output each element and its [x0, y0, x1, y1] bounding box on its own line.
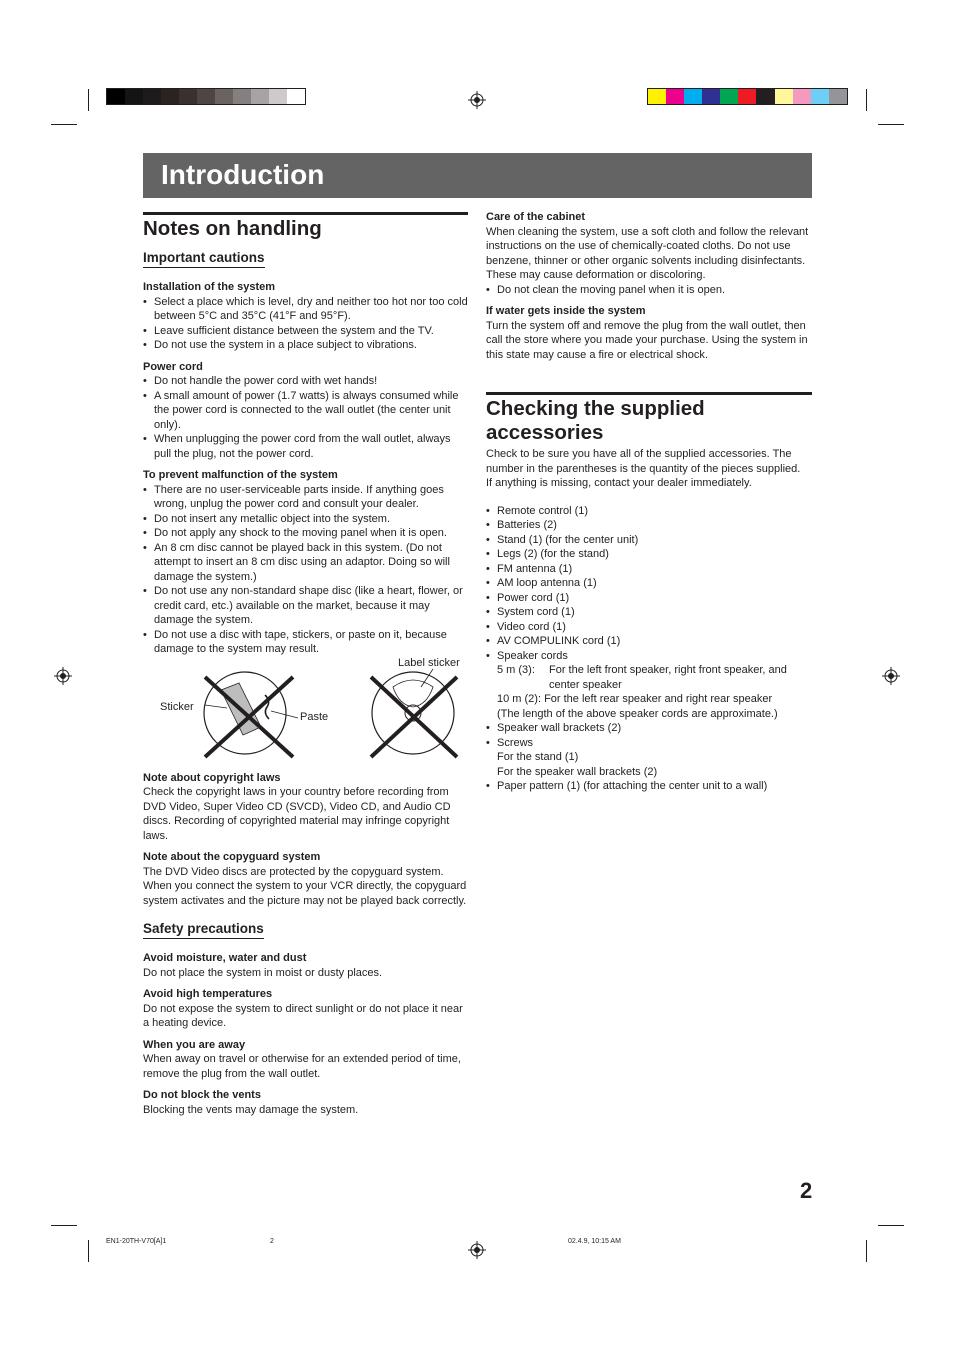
list-item: • AV COMPULINK cord (1)	[486, 634, 812, 649]
list-item: • Select a place which is level, dry and neither too hot nor too cold between 5°C and 35°C (41°F and 95°F).	[143, 295, 468, 324]
color-swatch	[684, 89, 702, 104]
crop-mark	[878, 124, 904, 125]
crop-mark	[51, 1225, 77, 1226]
list-item: • Do not handle the power cord with wet hands!	[143, 374, 468, 389]
list-item: • There are no user-serviceable parts inside. If anything goes wrong, unplug the power cord and consult your dealer.	[143, 483, 468, 512]
speaker-cord-5m: 5 m (3): For the left front speaker, right front speaker, and center speaker	[497, 664, 787, 691]
sticker-label: Sticker	[160, 700, 194, 713]
color-calibration-bar	[647, 88, 848, 105]
list-item: • Paper pattern (1) (for attaching the center unit to a wall)	[486, 779, 812, 794]
left-column	[143, 212, 468, 1117]
crop-mark	[88, 1240, 89, 1262]
temperature-heading: Avoid high temperatures	[143, 988, 273, 1000]
color-swatch	[215, 89, 233, 104]
chapter-title: Introduction	[161, 159, 325, 190]
list-item: • An 8 cm disc cannot be played back in this system. (Do not attempt to insert an 8 cm disc using an adaptor. Doing so will damage the system.)	[143, 541, 468, 585]
copyguard-heading: Note about the copyguard system	[143, 851, 321, 863]
color-swatch	[125, 89, 143, 104]
list-item: • AM loop antenna (1)	[486, 576, 812, 591]
right-column	[486, 210, 812, 794]
registration-mark-icon	[54, 667, 72, 685]
installation-heading: Installation of the system	[143, 281, 276, 293]
color-swatch	[666, 89, 684, 104]
list-item: • Batteries (2)	[486, 518, 812, 533]
color-swatch	[179, 89, 197, 104]
accessories-intro: Check to be sure you have all of the supplied accessories. The number in the parentheses is the quantity of the pieces supplied.	[486, 448, 801, 475]
crop-mark	[878, 1225, 904, 1226]
copyright-heading: Note about copyright laws	[143, 771, 281, 784]
crop-mark	[51, 124, 77, 125]
away-text: When away on travel or otherwise for an extended period of time, remove the plug from the wall outlet.	[143, 1053, 461, 1080]
color-swatch	[287, 89, 305, 104]
list-item: • Stand (1) (for the center unit)	[486, 533, 812, 548]
screws-details	[486, 750, 812, 779]
list-item: • Do not apply any shock to the moving panel when it is open.	[143, 526, 468, 541]
list-item: • Legs (2) (for the stand)	[486, 547, 812, 562]
installation-list	[143, 295, 468, 353]
away-heading: When you are away	[143, 1038, 246, 1051]
footer-date: 02.4.9, 10:15 AM	[568, 1238, 621, 1245]
list-item: • Do not use a disc with tape, stickers, or paste on it, because damage to the system may result.	[143, 628, 468, 657]
list-item: • Video cord (1)	[486, 620, 812, 635]
crop-mark	[88, 89, 89, 111]
speaker-cord-10m: 10 m (2): For the left rear speaker and right rear speaker	[497, 693, 773, 705]
color-swatch	[161, 89, 179, 104]
color-swatch	[107, 89, 125, 104]
color-swatch	[738, 89, 756, 104]
accessories-missing-note: If anything is missing, contact your dealer immediately.	[486, 477, 752, 489]
color-swatch	[143, 89, 161, 104]
color-swatch	[829, 89, 847, 104]
list-item: • Speaker wall brackets (2)	[486, 721, 812, 736]
color-swatch	[793, 89, 811, 104]
copyright-text: Check the copyright laws in your country before recording from DVD Video, Super Video CD (SVCD), Video CD, and Audio CD discs. Recording of copyrighted material may infringe copyright laws.	[143, 786, 451, 842]
malfunction-list	[143, 483, 468, 657]
color-swatch	[775, 89, 793, 104]
color-swatch	[702, 89, 720, 104]
list-item: • When unplugging the power cord from the wall outlet, always pull the plug, not the power cord.	[143, 432, 468, 461]
copyguard-text: The DVD Video discs are protected by the copyguard system. When you connect the system to your VCR directly, the copyguard system activates and the picture may not be played back correctly.	[143, 865, 467, 907]
moisture-text: Do not place the system in moist or dusty places.	[143, 966, 383, 979]
list-item: • System cord (1)	[486, 605, 812, 620]
accessories-list	[486, 504, 812, 664]
registration-mark-icon	[468, 1241, 486, 1259]
list-item: • Power cord (1)	[486, 591, 812, 606]
list-item: • FM antenna (1)	[486, 562, 812, 577]
section-title-accessories: Checking the supplied accessories	[486, 392, 812, 445]
registration-mark-icon	[882, 667, 900, 685]
color-swatch	[269, 89, 287, 104]
speaker-cord-note: (The length of the above speaker cords are approximate.)	[497, 707, 778, 720]
cabinet-heading: Care of the cabinet	[486, 211, 586, 223]
color-swatch	[197, 89, 215, 104]
list-item: • Leave sufficient distance between the system and the TV.	[143, 324, 468, 339]
color-swatch	[251, 89, 269, 104]
accessories-list-end	[486, 779, 812, 794]
section-title-handling: Notes on handling	[143, 212, 468, 241]
water-heading: If water gets inside the system	[486, 305, 646, 317]
temperature-text: Do not expose the system to direct sunlight or do not place it near a heating device.	[143, 1002, 463, 1029]
page-number: 2	[800, 1178, 813, 1203]
malfunction-heading: To prevent malfunction of the system	[143, 469, 338, 481]
crop-mark	[866, 1240, 867, 1262]
list-item: • Do not insert any metallic object into the system.	[143, 512, 468, 527]
list-item: • Do not use any non-standard shape disc (like a heart, flower, or credit card, etc.) available on the market, because it may damage the system.	[143, 584, 468, 628]
vents-text: Blocking the vents may damage the system.	[143, 1103, 359, 1116]
chapter-banner	[143, 153, 812, 198]
power-cord-heading: Power cord	[143, 360, 203, 373]
screws-brackets: For the speaker wall brackets (2)	[497, 765, 658, 778]
subsection-title-safety: Safety precautions	[143, 920, 264, 939]
registration-mark-icon	[468, 91, 486, 109]
crop-mark	[866, 89, 867, 111]
color-swatch	[233, 89, 251, 104]
screws-stand: For the stand (1)	[497, 751, 579, 763]
cabinet-list	[486, 283, 812, 298]
color-swatch	[720, 89, 738, 104]
list-item: • Remote control (1)	[486, 504, 812, 519]
water-text: Turn the system off and remove the plug from the wall outlet, then call the store where you made your purchase. Using the system in this state may cause a fire or electrical shock.	[486, 319, 808, 361]
cabinet-text: When cleaning the system, use a soft cloth and follow the relevant instructions on the use of chemically-coated cloths. Do not use benzene, thinner or other organic solvents including disinfectants. These may cause deformation or discoloring.	[486, 225, 809, 281]
list-item: • Do not clean the moving panel when it is open.	[486, 283, 812, 298]
power-cord-list	[143, 374, 468, 461]
color-swatch	[648, 89, 666, 104]
footer-page: 2	[270, 1238, 274, 1245]
paste-label: Paste	[300, 710, 329, 723]
footer-job-code: EN1-20TH-V70[A]1	[106, 1238, 167, 1245]
color-swatch	[756, 89, 774, 104]
color-swatch	[811, 89, 829, 104]
grayscale-calibration-bar	[106, 88, 306, 105]
moisture-heading: Avoid moisture, water and dust	[143, 952, 307, 964]
disc-warning-figure	[143, 656, 468, 765]
accessories-list-continued	[486, 721, 812, 750]
list-item: • Screws	[486, 736, 812, 751]
speaker-cords-details	[486, 663, 812, 721]
vents-heading: Do not block the vents	[143, 1089, 261, 1101]
list-item: • Speaker cords	[486, 649, 812, 664]
list-item: • Do not use the system in a place subject to vibrations.	[143, 338, 468, 353]
label-sticker-label: Label sticker	[398, 656, 460, 669]
subsection-title-cautions: Important cautions	[143, 249, 265, 268]
list-item: • A small amount of power (1.7 watts) is always consumed while the power cord is connected to the wall outlet (the center unit only).	[143, 389, 468, 433]
